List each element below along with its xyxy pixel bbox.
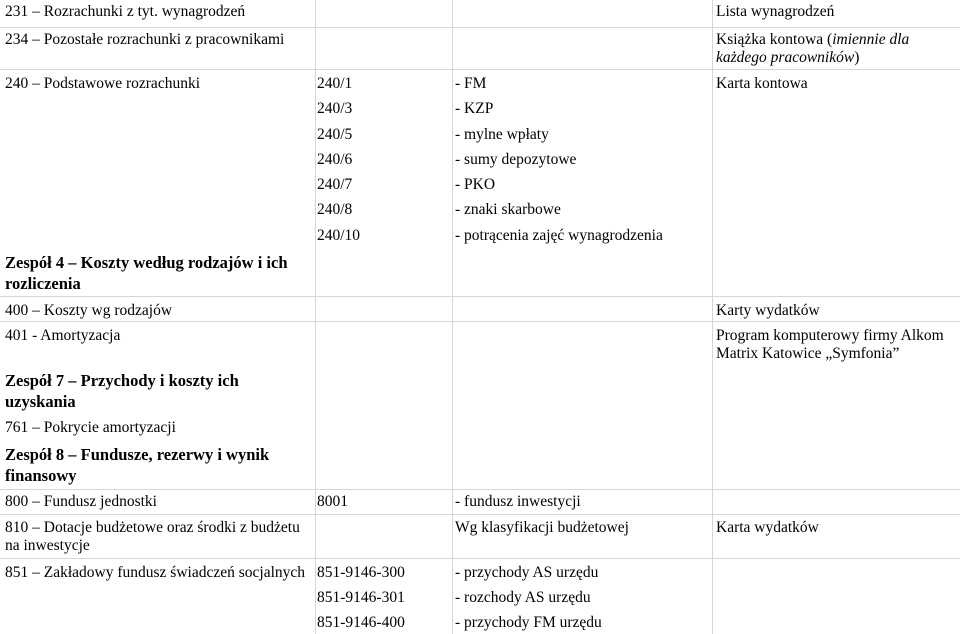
document-expense-card: Karta wydatków xyxy=(716,519,819,536)
account-234: 234 – Pozostałe rozrachunki z pracownikami xyxy=(5,31,285,48)
subaccount-desc: - sumy depozytowe xyxy=(455,151,577,168)
column-divider xyxy=(315,0,316,634)
section-header-group-8: Zespół 8 – Fundusze, rezerwy i wynik finansowy xyxy=(5,445,270,485)
document-account-book: Książka kontowa (imiennie dla każdego pracowników) xyxy=(716,31,910,66)
subaccount-240-8: 240/8 xyxy=(317,201,353,218)
subaccount-8001: 8001 xyxy=(317,493,348,510)
row-divider xyxy=(0,321,960,322)
row-divider xyxy=(0,69,960,70)
budget-classification: Wg klasyfikacji budżetowej xyxy=(455,519,629,536)
row-divider xyxy=(0,489,960,490)
account-401: 401 - Amortyzacja xyxy=(5,327,121,344)
subaccount-240-10: 240/10 xyxy=(317,227,361,244)
subaccount-desc: - PKO xyxy=(455,176,496,193)
subaccount-240-6: 240/6 xyxy=(317,151,353,168)
subaccount-desc: - rozchody AS urzędu xyxy=(455,589,591,606)
document-payroll-list: Lista wynagrodzeń xyxy=(716,3,835,20)
subaccount-851-9146-400: 851-9146-400 xyxy=(317,614,405,631)
subaccount-851-9146-300: 851-9146-300 xyxy=(317,564,405,581)
row-divider xyxy=(0,27,960,28)
column-divider xyxy=(712,0,713,634)
account-851: 851 – Zakładowy fundusz świadczeń socjalnych xyxy=(5,564,306,581)
subaccount-240-3: 240/3 xyxy=(317,100,353,117)
subaccount-desc: - FM xyxy=(455,75,487,92)
subaccount-desc: - KZP xyxy=(455,100,494,117)
subaccount-240-1: 240/1 xyxy=(317,75,353,92)
row-divider xyxy=(0,514,960,515)
subaccount-851-9146-301: 851-9146-301 xyxy=(317,589,405,606)
subaccount-desc: - przychody AS urzędu xyxy=(455,564,599,581)
row-divider xyxy=(0,296,960,297)
section-header-group-7: Zespół 7 – Przychody i koszty ich uzyskania xyxy=(5,371,239,411)
subaccount-desc: - mylne wpłaty xyxy=(455,126,549,143)
account-231: 231 – Rozrachunki z tyt. wynagrodzeń xyxy=(5,3,246,20)
subaccount-desc: - znaki skarbowe xyxy=(455,201,561,218)
section-header-group-4: Zespół 4 – Koszty według rodzajów i ich rozliczenia xyxy=(5,253,288,293)
row-divider xyxy=(0,558,960,559)
subaccount-desc: - przychody FM urzędu xyxy=(455,614,602,631)
account-800: 800 – Fundusz jednostki xyxy=(5,493,157,510)
account-761: 761 – Pokrycie amortyzacji xyxy=(5,419,176,436)
subaccount-desc: - fundusz inwestycji xyxy=(455,493,581,510)
subaccount-desc: - potrącenia zajęć wynagrodzenia xyxy=(455,227,663,244)
document-expense-cards: Karty wydatków xyxy=(716,302,820,319)
subaccount-240-5: 240/5 xyxy=(317,126,353,143)
document-software: Program komputerowy firmy Alkom Matrix Katowice „Symfonia” xyxy=(716,327,944,362)
account-400: 400 – Koszty wg rodzajów xyxy=(5,302,173,319)
subaccount-240-7: 240/7 xyxy=(317,176,353,193)
document-account-card: Karta kontowa xyxy=(716,75,808,92)
account-810: 810 – Dotacje budżetowe oraz środki z budżetu na inwestycje xyxy=(5,519,300,554)
account-240: 240 – Podstawowe rozrachunki xyxy=(5,75,200,92)
column-divider xyxy=(452,0,453,634)
